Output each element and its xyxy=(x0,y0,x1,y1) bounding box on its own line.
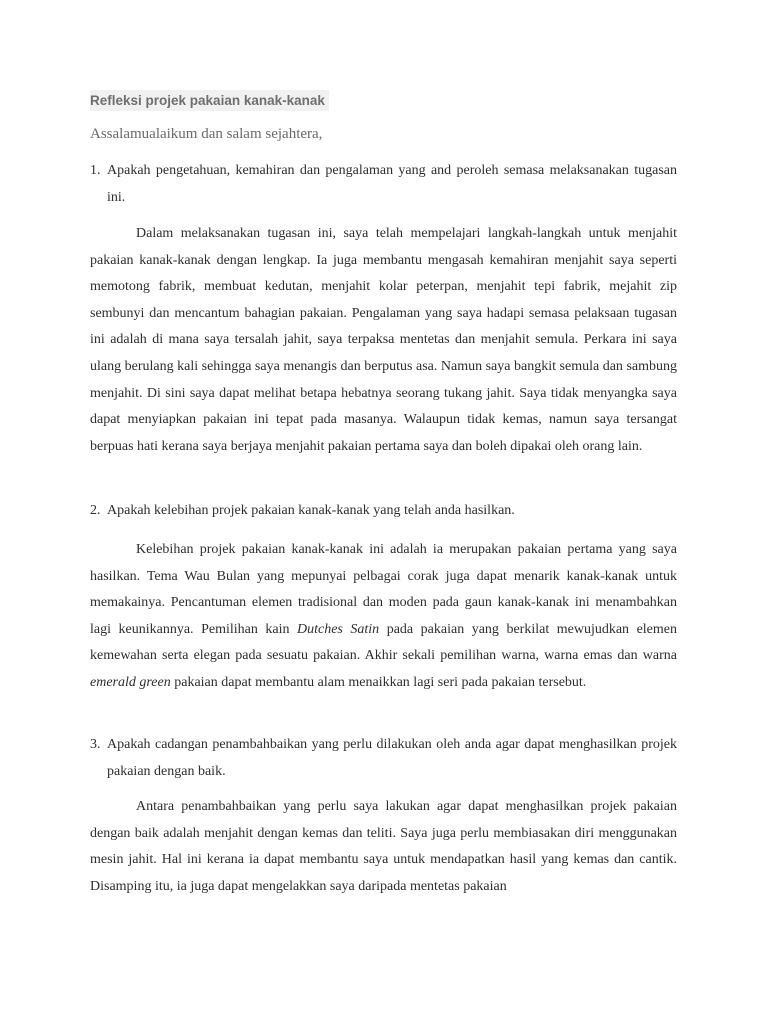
question-text: Apakah pengetahuan, kemahiran dan pengalaman yang and peroleh semasa melaksanakan tugasan ini. xyxy=(107,163,677,205)
greeting-line: Assalamualaikum dan salam sejahtera, xyxy=(90,126,323,142)
answer-2-paragraph xyxy=(90,537,677,697)
question-number: 2. xyxy=(90,503,101,518)
question-text: Apakah kelebihan projek pakaian kanak-kanak yang telah anda hasilkan. xyxy=(107,503,515,518)
question-text: Apakah cadangan penambahbaikan yang perlu dilakukan oleh anda agar dapat menghasilkan projek pakaian dengan baik. xyxy=(107,737,677,779)
answer-2-text-part3: pakaian dapat membantu alam menaikkan lagi seri pada pakaian tersebut. xyxy=(170,674,587,690)
document-title: Refleksi projek pakaian kanak-kanak xyxy=(90,90,329,111)
question-3 xyxy=(90,732,677,785)
answer-2-text-part1: Kelebihan projek pakaian kanak-kanak ini adalah ia merupakan pakaian pertama yang saya hasilkan. Tema Wau Bulan yang mepunyai pelbagai corak juga dapat menarik kanak-kanak untuk memakainya. Pencantuman elemen tradisional dan moden pada gaun kanak-kanak ini menambahkan lagi keunikannya. Pemilihan kain xyxy=(90,542,677,637)
answer-2-text-part2: pada pakaian yang berkilat mewujudkan elemen kemewahan serta elegan pada sesuatu pakaian. Akhir sekali pemilihan warna, warna emas dan warna xyxy=(90,621,678,664)
color-name-italic: emerald green xyxy=(90,674,171,690)
answer-3-paragraph: Antara penambahbaikan yang perlu saya lakukan agar dapat menghasilkan projek pakaian dengan baik adalah menjahit dengan kemas dan teliti. Saya juga perlu membiasakan diri menggunakan mesin jahit. Hal ini kerana ia dapat membantu saya untuk mendapatkan hasil yang kemas dan cantik. Disamping itu, ia juga dapat mengelakkan saya daripada mentetas pakaian xyxy=(90,799,677,894)
answer-1-paragraph: Dalam melaksanakan tugasan ini, saya telah mempelajari langkah-langkah untuk menjahit pakaian kanak-kanak dengan lengkap. Ia juga membantu mengasah kemahiran menjahit saya seperti memotong fabrik, membuat kedutan, menjahit kolar peterpan, menjahit tepi fabrik, mejahit zip sembunyi dan mencantum bahagian pakaian. Pengalaman yang saya hadapi semasa pelaksaan tugasan ini adalah di mana saya tersalah jahit, saya terpaksa mentetas dan menjahit semula. Perkara ini saya ulang berulang kali sehingga saya menangis dan berputus asa. Namun saya bangkit semula dan sambung menjahit. Di sini saya dapat melihat betapa hebatnya seorang tukang jahit. Saya tidak menyangka saya dapat menyiapkan pakaian ini tepat pada masanya. Walaupun tidak kemas, namun saya tersangat berpuas hati kerana saya berjaya menjahit pakaian pertama saya dan boleh dipakai oleh orang lain. xyxy=(90,226,677,454)
question-2 xyxy=(90,498,677,524)
question-1 xyxy=(90,158,677,211)
question-number: 1. xyxy=(90,163,101,178)
question-number: 3. xyxy=(90,737,101,752)
fabric-name-italic: Dutches Satin xyxy=(297,621,380,637)
